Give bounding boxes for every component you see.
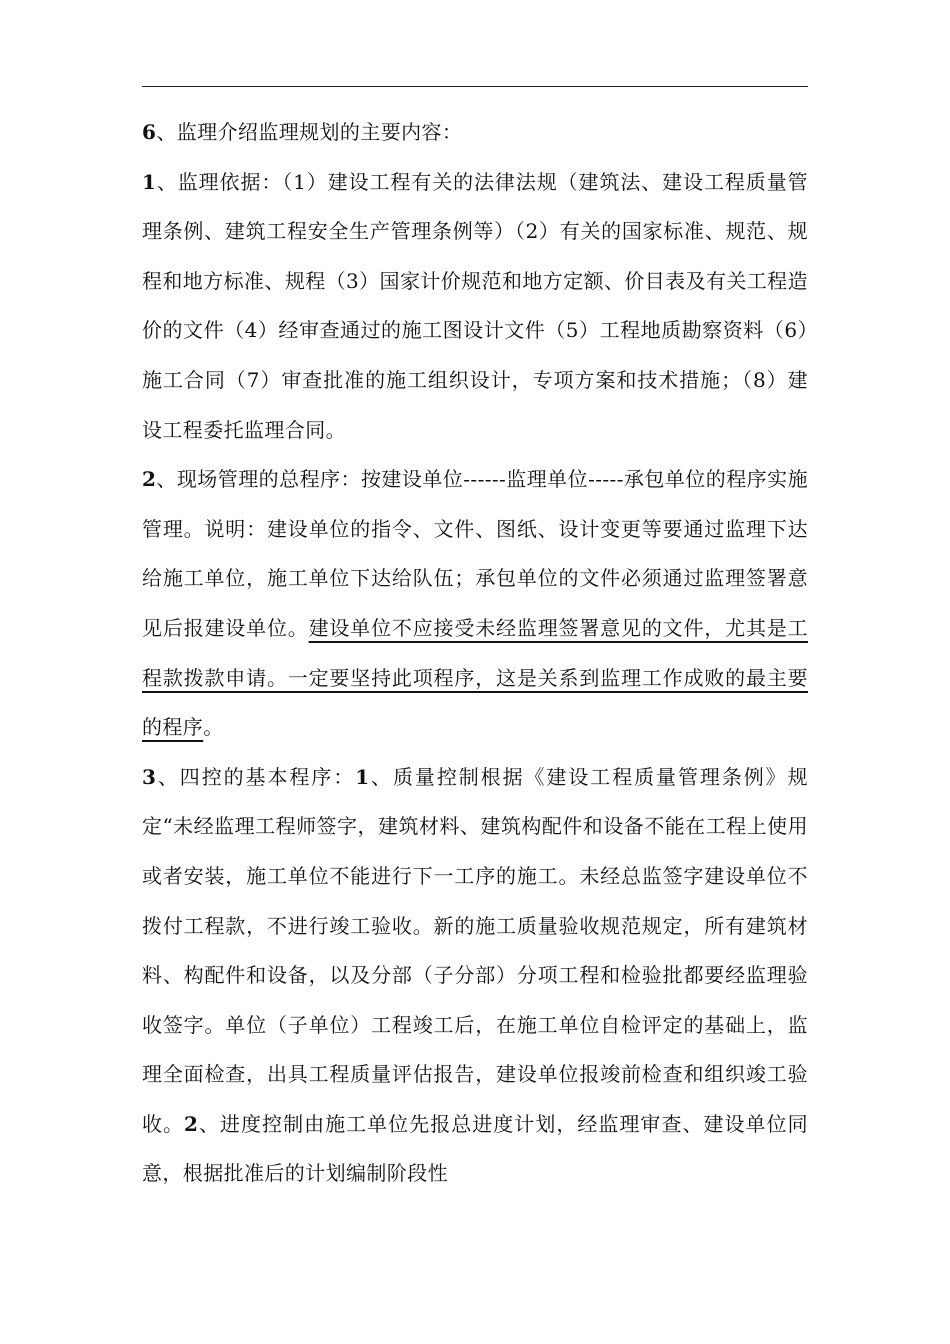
paragraph-procedure-tail: 。: [203, 715, 224, 740]
paragraph-basis-text: 、监理依据：（1）建设工程有关的法律法规（建筑法、建设工程质量管理条例、建筑工程安全生产管理条例等）（2）有关的国家标准、规范、规程和地方标准、规程（3）国家计价规范和地方定额、价目表及有关工程造价的文件（4）经审查通过的施工图设计文件（5）工程地质勘察资料（6）施工合同（7）审查批准的施工组织设计，专项方案和技术措施；（8）建设工程委托监理合同。: [142, 169, 808, 442]
paragraph-basis: [142, 158, 808, 456]
paragraph-procedure-number: 2: [142, 467, 157, 492]
item-quality-number: 1: [355, 764, 370, 789]
paragraph-four-controls-number: 3: [142, 764, 157, 789]
paragraph-procedure: [142, 455, 808, 753]
header-rule: [142, 86, 808, 87]
paragraph-four-controls: [142, 753, 808, 1199]
section-heading: [142, 108, 808, 158]
paragraph-four-controls-intro: 、四控的基本程序：: [156, 764, 356, 789]
item-schedule-number: 2: [184, 1111, 199, 1136]
heading-number: 6: [142, 120, 157, 144]
item-schedule-text: 、进度控制由施工单位先报总进度计划，经监理审查、建设单位同意，根据批准后的计划编制阶段性: [142, 1111, 808, 1186]
document-body: [142, 108, 808, 1199]
item-quality-text: 、质量控制根据《建设工程质量管理条例》规定“未经监理工程师签字，建筑材料、建筑构配件和设备不能在工程上使用或者安装，施工单位不能进行下一工序的施工。未经总监签字建设单位不拨付工程款，不进行竣工验收。新的施工质量验收规范规定，所有建筑材料、构配件和设备，以及分部（子分部）分项工程和检验批都要经监理验收签字。单位（子单位）工程竣工后，在施工单位自检评定的基础上，监理全面检查，出具工程质量评估报告，建设单位报竣前检查和组织竣工验收。: [142, 764, 809, 1136]
underlined-emphasis: 建设单位不应接受未经监理签署意见的文件，尤其是工程款拨款申请。一定要坚持此项程序，这是关系到监理工作成败的最主要的程序: [142, 615, 808, 740]
paragraph-basis-number: 1: [142, 169, 157, 194]
paragraph-procedure-text: 、现场管理的总程序：按建设单位------监理单位-----承包单位的程序实施管理。说明：建设单位的指令、文件、图纸、设计变更等要通过监理下达给施工单位，施工单位下达给队伍；承包单位的文件必须通过监理签署意见后报建设单位。: [142, 467, 808, 640]
heading-text: 、监理介绍监理规划的主要内容：: [156, 120, 463, 144]
